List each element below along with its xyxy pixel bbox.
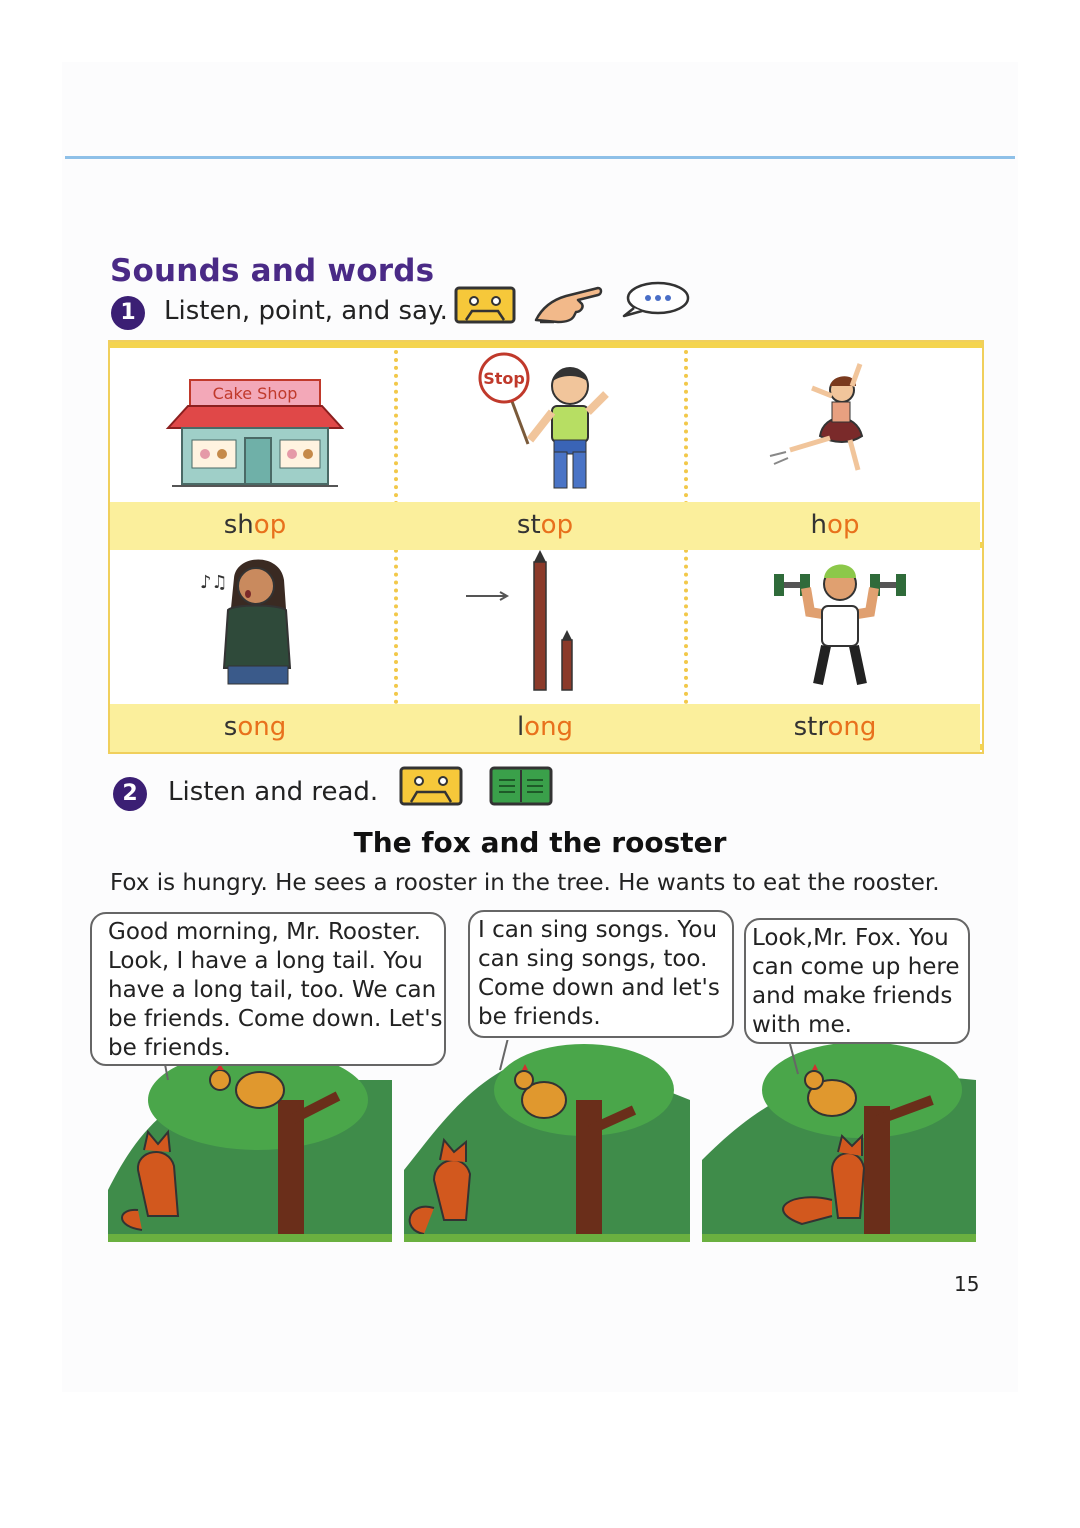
bubble-line: be friends. [108,1035,231,1061]
vocab-word-song: song [223,712,287,742]
vocab-card-stop[interactable] [400,346,690,550]
long-and-short-pencils [400,548,690,704]
word-band [400,502,690,550]
word-band [110,502,400,550]
girl-hopping [690,346,980,502]
bubble-line: Look, I have a long tail. You [108,948,423,974]
vocab-card-shop[interactable] [110,346,400,550]
book-icon[interactable] [489,766,553,806]
bubble-line: have a long tail, too. We can [108,977,437,1003]
speech-bubble-icon[interactable] [620,280,690,320]
word-band [110,704,400,752]
story-title: The fox and the rooster [353,826,727,859]
speech-bubble-panel-2 [468,910,734,1038]
activity-2-number: 2 [113,777,147,811]
vocab-card-hop[interactable] [690,346,980,550]
bubble-line: be friends. Come down. Let's [108,1006,443,1032]
pointing-hand-icon[interactable] [532,282,604,326]
vocabulary-grid [108,340,984,754]
section-title: Sounds and words [110,253,435,289]
activity-1-instruction: Listen, point, and say. [164,296,448,326]
cassette-icon[interactable] [454,286,516,324]
vocab-word-stop: stop [516,510,574,540]
cake-shop-illustration [110,346,400,502]
girl-singing [110,548,400,704]
comic-panel-1 [108,1040,392,1242]
bubble-line: Look,Mr. Fox. You [752,925,949,951]
top-rule [65,156,1015,159]
vocab-card-strong[interactable] [690,548,980,752]
bubble-line: can come up here [752,954,960,980]
boy-holding-stop-sign [400,346,690,502]
shop-sign: Cake Shop [212,384,298,403]
stop-sign: Stop [483,369,525,388]
vocab-word-strong: strong [793,712,877,742]
vocab-card-song[interactable] [110,548,400,752]
bubble-line: Good morning, Mr. Rooster. [108,919,421,945]
speech-bubble-panel-1 [90,912,446,1066]
speech-bubble-panel-3 [744,918,970,1044]
page-number: 15 [954,1272,980,1296]
vocab-word-shop: shop [223,510,287,540]
bubble-line: Come down and let's [478,975,720,1001]
svg-text:♪♫: ♪♫ [200,572,228,593]
word-band [690,704,980,752]
strong-man-lifting-dumbbells [690,548,980,704]
bubble-line: be friends. [478,1004,601,1030]
bubble-line: and make friends [752,983,953,1009]
word-band [400,704,690,752]
word-band [690,502,980,550]
vocab-card-long[interactable] [400,548,690,752]
vocab-word-hop: hop [810,510,860,540]
story-intro: Fox is hungry. He sees a rooster in the tree. He wants to eat the rooster. [110,870,940,896]
bubble-line: with me. [752,1012,852,1038]
comic-panel-3 [702,1040,976,1242]
bubble-line: I can sing songs. You [478,917,718,943]
vocab-word-long: long [516,712,574,742]
comic-panel-2 [404,1040,690,1242]
activity-2-instruction: Listen and read. [168,777,379,807]
bubble-line: can sing songs, too. [478,946,708,972]
cassette-icon[interactable] [399,766,463,806]
activity-1-number: 1 [111,296,145,330]
